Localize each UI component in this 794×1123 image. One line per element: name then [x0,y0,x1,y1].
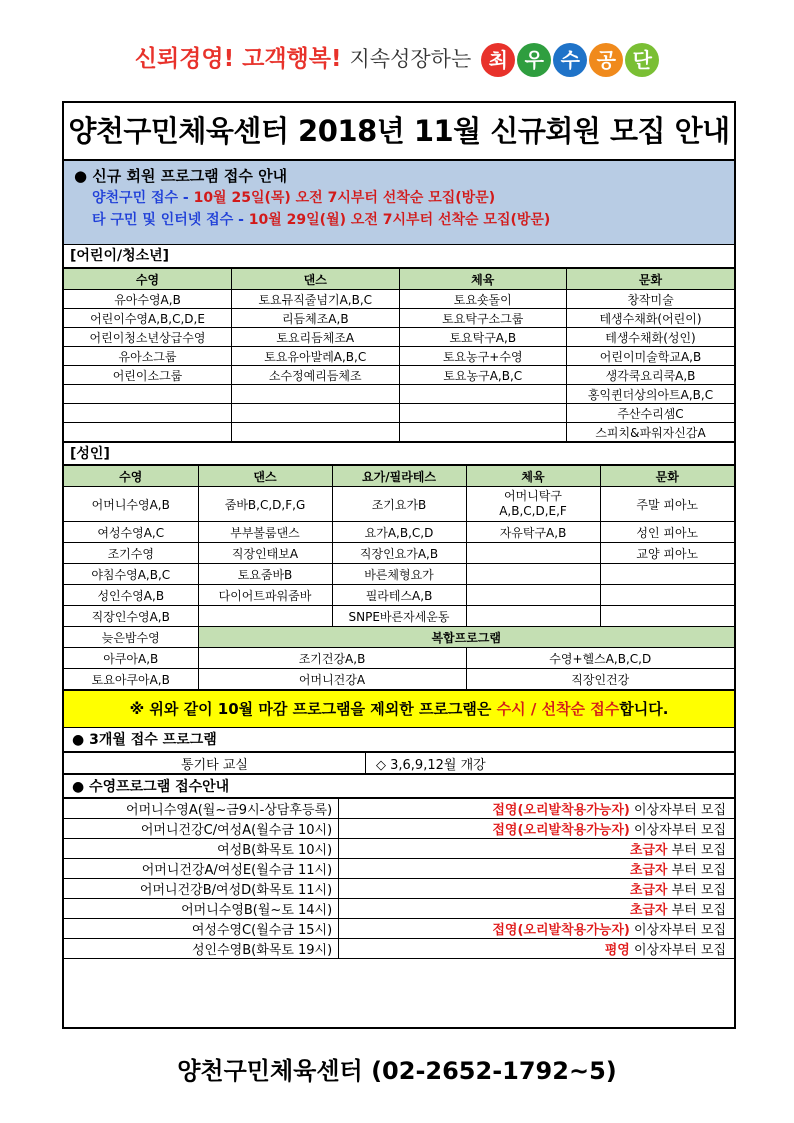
combo-program-header: 복합프로그램 [198,627,734,648]
table-row [64,799,734,819]
program-cell: 늦은밤수영 [64,627,198,648]
table-row [64,939,734,959]
excellence-badges [479,46,659,72]
requirement: 접영(오리발착용가능자) 이상자부터 모집 [339,799,734,819]
program-cell [466,543,600,564]
badge-letter: 단 [625,43,659,77]
program-cell: SNPE바른자세운동 [332,606,466,627]
program-cell: 토요탁구소그룹 [399,309,567,328]
table-row [64,385,734,404]
program-cell: 주산수리셈C [567,404,735,423]
swim-info-table [64,798,734,959]
program-cell: 조기수영 [64,543,198,564]
column-header: 댄스 [198,466,332,487]
program-cell: 자유탁구A,B [466,522,600,543]
program-cell [64,404,232,423]
adult-section-label: [성인] [64,442,734,465]
program-cell: 어린이수영A,B,C,D,E [64,309,232,328]
program-cell: 직장인건강 [466,669,734,690]
program-cell: 토요유아발레A,B,C [232,347,400,366]
program-cell: 어린이청소년상급수영 [64,328,232,347]
program-cell: 토요리듬체조A [232,328,400,347]
column-header: 체육 [466,466,600,487]
program-cell [399,404,567,423]
notice-line-others: 타 구민 및 인터넷 접수 - 10월 29일(월) 오전 7시부터 선착순 모집(방문) [92,212,551,228]
table-row [64,309,734,328]
program-cell [64,423,232,442]
column-header: 요가/필라테스 [332,466,466,487]
program-cell: 스피치&파워자신감A [567,423,735,442]
program-cell: 바른체형요가 [332,564,466,585]
badge-letter: 수 [553,43,587,77]
table-row [64,522,734,543]
table-row [64,404,734,423]
badge-letter: 최 [481,43,515,77]
program-cell: 부부볼룸댄스 [198,522,332,543]
program-cell: 야침수영A,B,C [64,564,198,585]
program-cell: 어린이소그룹 [64,366,232,385]
requirement: 평영 이상자부터 모집 [339,939,734,959]
program-cell: 토요뮤직줄넘기A,B,C [232,290,400,309]
table-row [64,606,734,627]
requirement: 초급자 부터 모집 [339,839,734,859]
program-cell [232,385,400,404]
program-cell: 토요아쿠아A,B [64,669,198,690]
program-cell [466,606,600,627]
slogan-part2: 고객행복! [242,46,342,72]
program-cell [198,606,332,627]
program-cell: 어머니건강A [198,669,466,690]
program-cell: 생각쿡요리쿡A,B [567,366,735,385]
program-cell [232,404,400,423]
registration-notice [64,161,734,245]
requirement: 초급자 부터 모집 [339,859,734,879]
table-row [64,347,734,366]
program-cell [232,423,400,442]
program-cell: 조기요가B [332,487,466,522]
table-row [64,859,734,879]
three-month-table [64,752,734,774]
column-header: 문화 [600,466,734,487]
program-cell [399,385,567,404]
program-cell: 아쿠아A,B [64,648,198,669]
program-cell [466,564,600,585]
program-cell [399,423,567,442]
requirement: 초급자 부터 모집 [339,879,734,899]
table-row [64,366,734,385]
table-row [64,328,734,347]
class-name: 어머니건강B/여성D(화목토 11시) [64,879,339,899]
table-row [64,564,734,585]
table-row [64,543,734,564]
program-cell: 테생수채화(성인) [567,328,735,347]
program-cell: 직장인요가A,B [332,543,466,564]
column-header: 문화 [567,269,735,290]
program-cell: 직장인수영A,B [64,606,198,627]
program-cell: 요가A,B,C,D [332,522,466,543]
center-contact: 양천구민체육센터 (02-2652-1792~5) [177,1057,617,1085]
program-cell: 창작미술 [567,290,735,309]
requirement: 초급자 부터 모집 [339,899,734,919]
program-cell: 토요숏돌이 [399,290,567,309]
slogan-part3: 지속성장하는 [349,47,472,71]
slogan [0,40,794,77]
program-cell: 직장인태보A [198,543,332,564]
program-cell [466,585,600,606]
program-cell: 유아수영A,B [64,290,232,309]
table-row [64,839,734,859]
column-header: 수영 [64,466,198,487]
column-header: 댄스 [232,269,400,290]
program-cell: 토요탁구A,B [399,328,567,347]
program-cell: 토요줌바B [198,564,332,585]
program-schedule: ◇ 3,6,9,12월 개강 [366,753,735,774]
program-cell: 유아소그룹 [64,347,232,366]
program-cell: 성인수영A,B [64,585,198,606]
program-cell: 주말 피아노 [600,487,734,522]
notice-heading: ● 신규 회원 프로그램 접수 안내 [74,167,288,185]
badge-letter: 우 [517,43,551,77]
program-cell [600,585,734,606]
three-month-heading: ● 3개월 접수 프로그램 [64,728,734,752]
table-row [64,627,734,648]
table-row [64,669,734,690]
program-cell: 여성수영A,C [64,522,198,543]
program-cell [64,385,232,404]
page-title: 양천구민체육센터 2018년 11월 신규회원 모집 안내 [64,103,734,161]
class-name: 여성B(화목토 10시) [64,839,339,859]
program-cell: 테생수채화(어린이) [567,309,735,328]
program-cell: 다이어트파워줌바 [198,585,332,606]
table-row [64,290,734,309]
table-row [64,919,734,939]
requirement: 접영(오리발착용가능자) 이상자부터 모집 [339,919,734,939]
table-row [64,648,734,669]
table-row [64,899,734,919]
notice-frame [62,101,736,1029]
table-row [64,585,734,606]
class-name: 어머니건강C/여성A(월수금 10시) [64,819,339,839]
program-cell: 수영+헬스A,B,C,D [466,648,734,669]
table-row [64,819,734,839]
notice-line-residents: 양천구민 접수 - 10월 25일(목) 오전 7시부터 선착순 모집(방문) [92,190,496,206]
program-cell: 성인 피아노 [600,522,734,543]
program-cell: 리듬체조A,B [232,309,400,328]
swim-info-heading: ● 수영프로그램 접수안내 [64,774,734,798]
adult-program-table [64,465,734,690]
slogan-part1: 신뢰경영! [134,46,235,72]
program-cell [600,606,734,627]
program-cell: 조기건강A,B [198,648,466,669]
program-cell: 토요농구+수영 [399,347,567,366]
column-header: 수영 [64,269,232,290]
program-cell: 줌바B,C,D,F,G [198,487,332,522]
youth-section-label: [어린이/청소년] [64,245,734,268]
requirement: 접영(오리발착용가능자) 이상자부터 모집 [339,819,734,839]
program-cell: 토요농구A,B,C [399,366,567,385]
table-row [64,487,734,522]
column-header: 체육 [399,269,567,290]
program-cell: 어린이미술학교A,B [567,347,735,366]
program-cell: 필라테스A,B [332,585,466,606]
class-name: 성인수영B(화목토 19시) [64,939,339,959]
program-cell: 어머니수영A,B [64,487,198,522]
program-cell: 교양 피아노 [600,543,734,564]
program-cell: 홍익퀸더상의아트A,B,C [567,385,735,404]
table-row [64,879,734,899]
program-name: 통기타 교실 [64,753,366,774]
class-name: 여성수영C(월수금 15시) [64,919,339,939]
table-row [64,423,734,442]
program-cell [600,564,734,585]
class-name: 어머니수영B(월~토 14시) [64,899,339,919]
badge-letter: 공 [589,43,623,77]
class-name: 어머니수영A(월~금9시-상담후등록) [64,799,339,819]
program-cell: 어머니탁구 A,B,C,D,E,F [466,487,600,522]
program-cell: 소수정예리듬체조 [232,366,400,385]
youth-program-table [64,268,734,442]
notice-banner: ※ 위와 같이 10월 마감 프로그램을 제외한 프로그램은 수시 / 선착순 접수합니다. [64,690,734,728]
class-name: 어머니건강A/여성E(월수금 11시) [64,859,339,879]
